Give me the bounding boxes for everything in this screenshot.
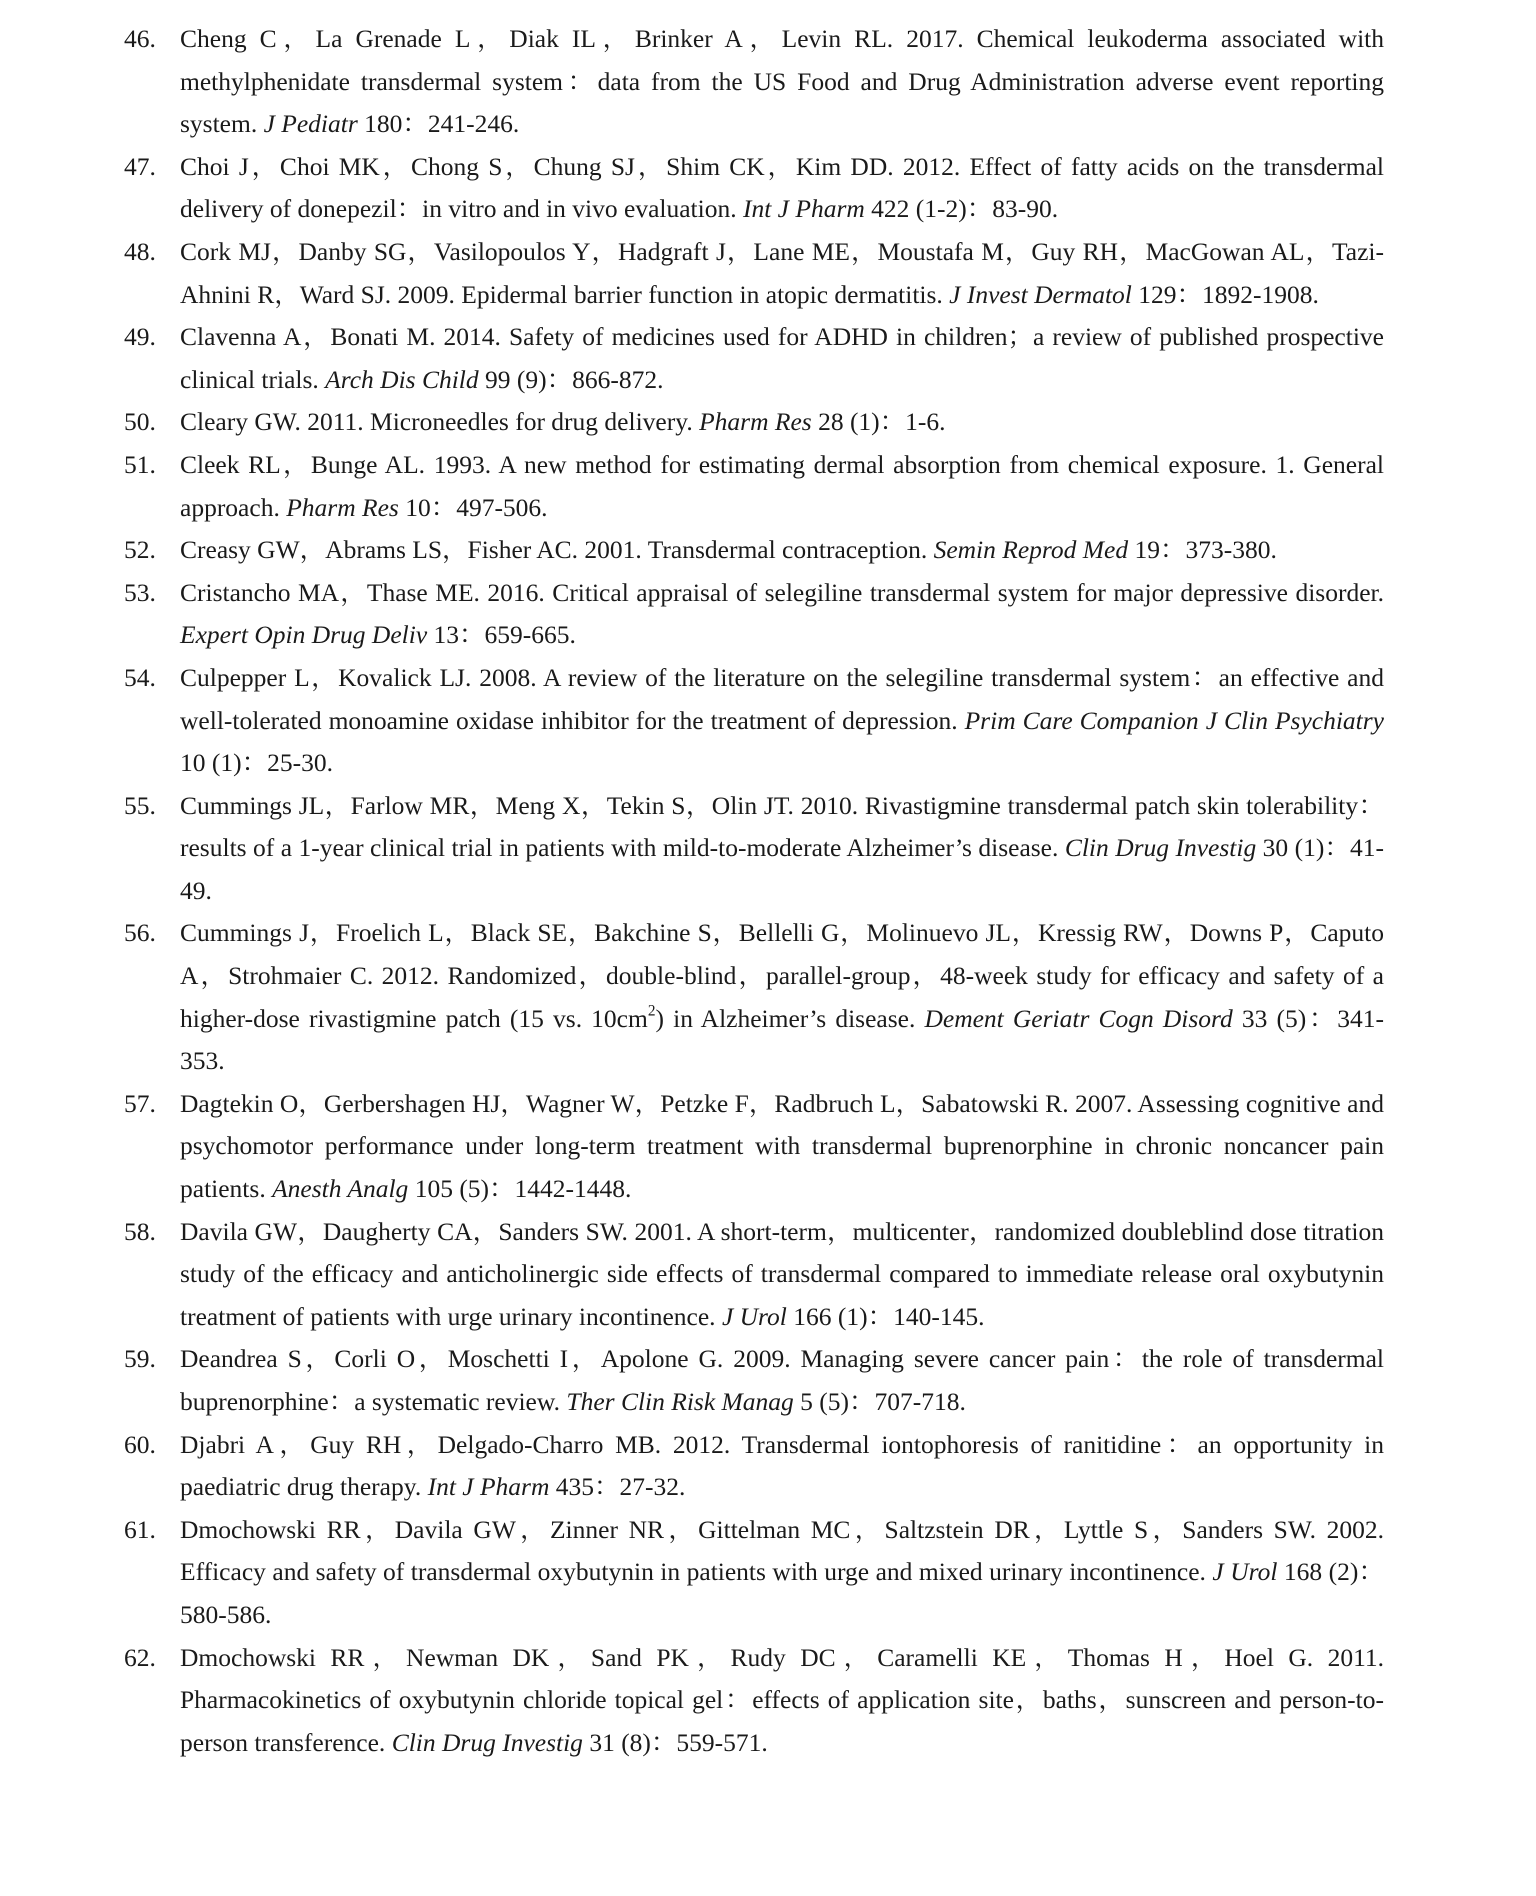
reference-citation: Dagtekin O，Gerbershagen HJ，Wagner W，Petzke F，Radbruch L，Sabatowski R. 2007. Assessing cognitive and psychomotor performance under long-term treatment with transdermal buprenorphine in chronic noncancer pain patients. [180, 1088, 1384, 1204]
reference-number: 47. [124, 151, 156, 181]
reference-volume-pages: 13：659-665. [427, 620, 576, 650]
reference-text [180, 444, 1384, 529]
reference-journal: Clin Drug Investig [1064, 833, 1257, 863]
reference-citation: Culpepper L，Kovalick LJ. 2008. A review of the literature on the selegiline transdermal system：an effective and well-tolerated monoamine oxidase inhibitor for the treatment of depression. [180, 662, 1384, 735]
reference-journal: Int J Pharm [742, 194, 865, 224]
reference-item [124, 1509, 1384, 1637]
reference-text [180, 1211, 1384, 1339]
reference-volume-pages: 180：241-246. [357, 109, 520, 139]
reference-journal: Pharm Res [699, 407, 812, 437]
reference-text [180, 1637, 1384, 1765]
reference-number: 61. [124, 1514, 156, 1544]
reference-item [124, 231, 1384, 316]
reference-volume-pages: 19：373-380. [1128, 535, 1277, 565]
reference-number: 48. [124, 236, 156, 266]
reference-number: 58. [124, 1216, 156, 1246]
reference-volume-pages: 422 (1-2)：83-90. [864, 194, 1059, 224]
reference-text [180, 316, 1384, 401]
reference-journal: Prim Care Companion J Clin Psychiatry [964, 705, 1384, 735]
reference-text [180, 912, 1384, 1082]
reference-item [124, 316, 1384, 401]
reference-journal: Expert Opin Drug Deliv [180, 620, 428, 650]
reference-text [180, 146, 1384, 231]
reference-number: 57. [124, 1088, 156, 1118]
reference-text [180, 18, 1384, 146]
reference-number: 59. [124, 1344, 156, 1374]
reference-citation: Djabri A，Guy RH，Delgado-Charro MB. 2012. Transdermal iontophoresis of ranitidine：an opportunity in paediatric drug therapy. [180, 1429, 1384, 1502]
reference-list [124, 18, 1384, 1764]
reference-text [180, 1083, 1384, 1211]
reference-citation: Clavenna A，Bonati M. 2014. Safety of medicines used for ADHD in children；a review of published prospective clinical trials. [180, 322, 1384, 394]
reference-journal: Pharm Res [286, 492, 399, 522]
reference-volume-pages: 31 (8)：559-571. [582, 1727, 768, 1757]
reference-journal: Anesth Analg [272, 1174, 409, 1204]
reference-number: 62. [124, 1642, 156, 1672]
reference-number: 46. [124, 24, 156, 53]
reference-volume-pages: 30 (1)：41-49. [180, 833, 1384, 905]
reference-citation: Creasy GW，Abrams LS，Fisher AC. 2001. Transdermal contraception. [180, 535, 934, 565]
reference-item [124, 912, 1384, 1082]
reference-volume-pages: 33 (5)：341-353. [180, 1003, 1384, 1076]
superscript: 2 [647, 1002, 656, 1020]
reference-citation: Cristancho MA，Thase ME. 2016. Critical appraisal of selegiline transdermal system for major depressive disorder. [180, 577, 1384, 607]
reference-number: 56. [124, 918, 156, 948]
reference-volume-pages: 168 (2)：580-586. [180, 1557, 1385, 1629]
reference-item [124, 1637, 1384, 1765]
reference-text [180, 1338, 1384, 1423]
reference-number: 49. [124, 322, 156, 352]
reference-journal: Int J Pharm [427, 1472, 550, 1502]
reference-volume-pages: 5 (5)：707-718. [793, 1387, 966, 1416]
reference-journal: Clin Drug Investig [391, 1727, 583, 1757]
reference-volume-pages: 10 (1)：25-30. [180, 748, 333, 778]
reference-text [180, 657, 1384, 785]
reference-text [180, 401, 1384, 444]
reference-number: 54. [124, 662, 156, 692]
reference-journal: J Urol [1212, 1557, 1278, 1587]
reference-volume-pages: 28 (1)：1-6. [811, 407, 946, 437]
reference-number: 51. [124, 449, 156, 479]
reference-item [124, 146, 1384, 231]
reference-journal: Ther Clin Risk Manag [566, 1387, 794, 1416]
reference-item [124, 1083, 1384, 1211]
reference-citation-continued: ) in Alzheimer’s disease. [655, 1003, 925, 1033]
reference-text [180, 572, 1384, 657]
reference-text [180, 1424, 1384, 1509]
reference-citation: Cheng C，La Grenade L，Diak IL，Brinker A，Levin RL. 2017. Chemical leukoderma associated with methylphenidate transdermal system：data from the US Food and Drug Administration adverse event reporting system. [180, 24, 1384, 139]
reference-text [180, 1509, 1384, 1637]
reference-item [124, 444, 1384, 529]
reference-number: 60. [124, 1429, 156, 1459]
reference-citation: Deandrea S，Corli O，Moschetti I，Apolone G. 2009. Managing severe cancer pain：the role of transdermal buprenorphine：a systematic review. [180, 1344, 1384, 1416]
reference-citation: Cummings JL，Farlow MR，Meng X，Tekin S，Olin JT. 2010. Rivastigmine transdermal patch skin tolerability：results of a 1-year clinical trial in patients with mild-to-moderate Alzheimer’s disease. [180, 790, 1384, 863]
reference-volume-pages: 166 (1)：140-145. [786, 1301, 985, 1331]
reference-item [124, 401, 1384, 444]
reference-journal: J Pediatr [263, 109, 358, 139]
reference-journal: J Invest Dermatol [949, 279, 1132, 309]
reference-number: 55. [124, 790, 156, 820]
reference-item [124, 18, 1384, 146]
reference-citation: Cummings J，Froelich L，Black SE，Bakchine S，Bellelli G，Molinuevo JL，Kressig RW，Downs P，Caputo A，Strohmaier C. 2012. Randomized，double-blind，parallel-group，48-week study for efficacy and safety of a higher-dose rivastigmine patch (15 vs. 10cm [180, 918, 1384, 1033]
reference-journal: Dement Geriatr Cogn Disord [924, 1003, 1233, 1033]
reference-citation: Dmochowski RR，Newman DK，Sand PK，Rudy DC，Caramelli KE，Thomas H，Hoel G. 2011. Pharmacokinetics of oxybutynin chloride topical gel：effects of application site，baths，sunscreen and person-to-person transference. [180, 1642, 1384, 1757]
reference-journal: Arch Dis Child [325, 364, 479, 394]
reference-citation: Dmochowski RR，Davila GW，Zinner NR，Gittelman MC，Saltzstein DR，Lyttle S，Sanders SW. 2002. Efficacy and safety of transdermal oxybutynin in patients with urge and mixed urinary incontinence. [180, 1514, 1384, 1587]
reference-item [124, 785, 1384, 913]
reference-text [180, 231, 1384, 316]
reference-item [124, 1424, 1384, 1509]
reference-item [124, 572, 1384, 657]
reference-citation: Choi J，Choi MK，Chong S，Chung SJ，Shim CK，Kim DD. 2012. Effect of fatty acids on the transdermal delivery of donepezil：in vitro and in vivo evaluation. [180, 151, 1384, 224]
reference-number: 53. [124, 577, 156, 607]
reference-volume-pages: 99 (9)：866-872. [478, 364, 664, 394]
reference-number: 52. [124, 535, 156, 565]
reference-volume-pages: 105 (5)：1442-1448. [408, 1174, 632, 1204]
reference-journal: J Urol [721, 1301, 787, 1331]
reference-text [180, 785, 1384, 913]
reference-item [124, 657, 1384, 785]
reference-text [180, 529, 1384, 572]
reference-item [124, 1211, 1384, 1339]
reference-journal: Semin Reprod Med [933, 535, 1129, 565]
reference-volume-pages: 129：1892-1908. [1131, 279, 1319, 309]
reference-citation: Davila GW，Daugherty CA，Sanders SW. 2001. A short-term，multicenter，randomized doubleblind dose titration study of the efficacy and anticholinergic side effects of transdermal compared to immediate release oral oxybutynin treatment of patients with urge urinary incontinence. [180, 1216, 1384, 1331]
reference-volume-pages: 10：497-506. [398, 492, 548, 522]
reference-number: 50. [124, 407, 156, 437]
reference-citation: Cleek RL，Bunge AL. 1993. A new method for estimating dermal absorption from chemical exposure. 1. General approach. [180, 449, 1384, 522]
reference-volume-pages: 435：27-32. [549, 1472, 686, 1502]
reference-item [124, 529, 1384, 572]
reference-item [124, 1338, 1384, 1423]
reference-citation: Cleary GW. 2011. Microneedles for drug delivery. [180, 407, 700, 437]
reference-citation: Cork MJ，Danby SG，Vasilopoulos Y，Hadgraft J，Lane ME，Moustafa M，Guy RH，MacGowan AL，Tazi-Ahnini R，Ward SJ. 2009. Epidermal barrier function in atopic dermatitis. [180, 236, 1384, 309]
